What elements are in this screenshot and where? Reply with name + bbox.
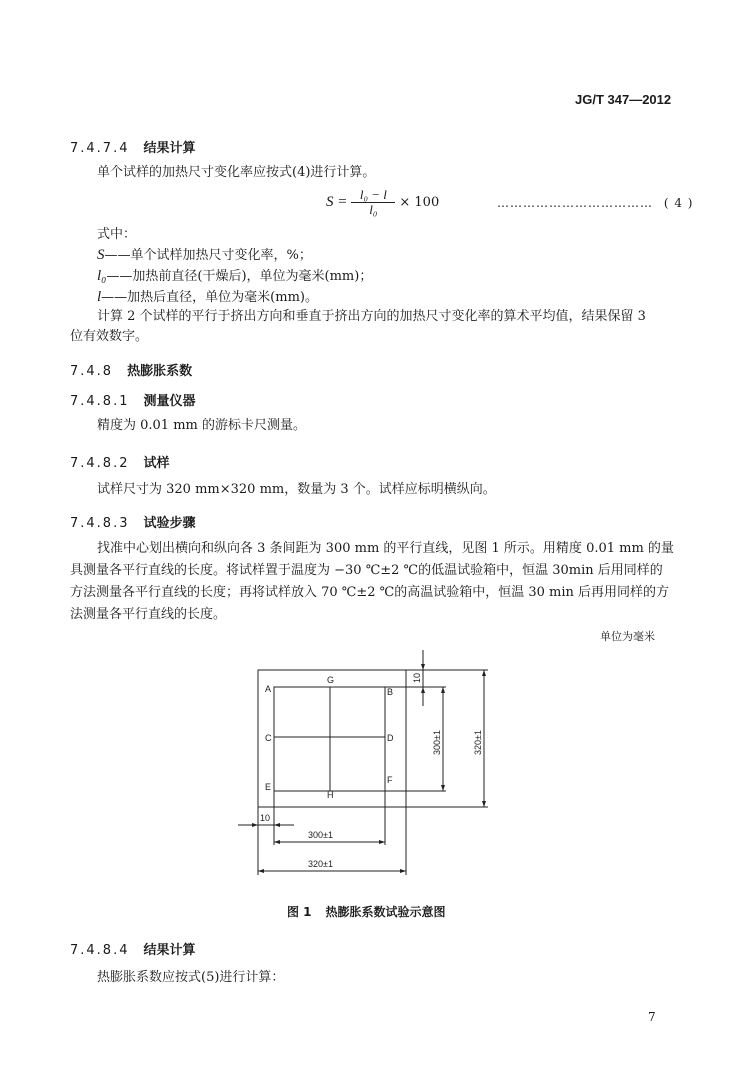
- formula-lhs: S =: [326, 194, 348, 210]
- arrow: [400, 869, 406, 873]
- section-number: 7.4.8: [70, 364, 114, 379]
- def-text: ——加热后直径，单位为毫米(mm)。: [101, 290, 318, 305]
- section-title: 结果计算: [143, 141, 196, 156]
- where-label: 式中：: [97, 227, 137, 242]
- procedure-line-3: 方法测量各平行直线的长度；再将试样放入 70 ℃±2 ℃的高温试验箱中，恒温 30 min 后再用同样的方: [70, 585, 669, 600]
- point-label-c: C: [265, 733, 272, 743]
- arrow: [274, 823, 280, 827]
- figure-caption: [287, 903, 446, 920]
- formula-denominator: l₀: [369, 202, 378, 217]
- section-title: 试样: [143, 456, 170, 471]
- section-title: 结果计算: [143, 943, 196, 958]
- arrow: [421, 664, 425, 670]
- figure-number: 图 1: [287, 905, 312, 919]
- paragraph-average-line2: 位有效数字。: [70, 329, 149, 344]
- def-text: ——加热前直径(干燥后)，单位为毫米(mm)；: [106, 269, 373, 284]
- point-label-a: A: [265, 684, 272, 694]
- dim-text-320-h: 320±1: [308, 859, 333, 869]
- section-number: 7.4.7.4: [70, 141, 130, 156]
- procedure-line-1: 找准中心划出横向和纵向各 3 条间距为 300 mm 的平行直线，见图 1 所示。用精度 0.01 mm 的量: [97, 541, 674, 556]
- section-title: 测量仪器: [143, 394, 196, 409]
- section-number: 7.4.8.2: [70, 456, 130, 471]
- def-symbol: S: [97, 247, 105, 263]
- section-number: 7.4.8.3: [70, 516, 130, 531]
- paragraph-average-line1: 计算 2 个试样的平行于挤出方向和垂直于挤出方向的加热尺寸变化率的算术平均值，结果保留 3: [97, 309, 646, 324]
- point-label-e: E: [265, 782, 272, 792]
- section-number: 7.4.8.1: [70, 394, 130, 409]
- arrow: [258, 869, 264, 873]
- paragraph-formula-5: 热膨胀系数应按式(5)进行计算：: [97, 970, 285, 985]
- page-number: 7: [648, 1010, 656, 1024]
- section-number: 7.4.8.4: [70, 943, 130, 958]
- paragraph-specimen: 试样尺寸为 320 mm×320 mm，数量为 3 个。试样应标明横纵向。: [97, 482, 496, 497]
- dim-text-10-left: 10: [260, 813, 271, 823]
- dim-text-300-v: 300±1: [432, 730, 442, 755]
- arrow: [252, 823, 258, 827]
- arrow: [274, 840, 280, 844]
- leader-dots: ………………………………: [497, 196, 653, 210]
- arrow: [482, 801, 486, 807]
- point-label-h: H: [327, 790, 334, 800]
- equation-number: ( 4 ): [663, 196, 694, 210]
- arrow: [441, 687, 445, 693]
- paragraph-intro: 单个试样的加热尺寸变化率应按式(4)进行计算。: [97, 165, 376, 180]
- section-title: 试验步骤: [143, 516, 196, 531]
- figure-title: 热膨胀系数试验示意图: [325, 905, 446, 919]
- arrow: [379, 840, 385, 844]
- def-text: ——单个试样加热尺寸变化率，%；: [104, 248, 312, 263]
- standard-number: JG/T 347—2012: [575, 92, 672, 107]
- arrow: [441, 785, 445, 791]
- specimen-outline: [258, 670, 406, 807]
- def-symbol: l: [97, 289, 102, 305]
- procedure-line-4: 法测量各平行直线的长度。: [70, 607, 227, 622]
- paragraph-instrument: 精度为 0.01 mm 的游标卡尺测量。: [97, 418, 306, 433]
- heading-7-4-8-4: [70, 939, 196, 958]
- point-label-g: G: [327, 675, 335, 685]
- section-title: 热膨胀系数: [127, 364, 193, 379]
- point-label-f: F: [387, 775, 393, 785]
- dim-text-10-top: 10: [412, 672, 422, 683]
- dim-text-300-h: 300±1: [308, 830, 333, 840]
- dim-text-320-v: 320±1: [473, 730, 483, 755]
- formula-rhs: × 100: [399, 195, 440, 210]
- arrow: [421, 687, 425, 693]
- arrow: [482, 670, 486, 676]
- point-label-b: B: [387, 687, 394, 697]
- formula-numerator: l₀ − l: [359, 187, 387, 202]
- procedure-line-2: 具测量各平行直线的长度。将试样置于温度为 −30 ℃±2 ℃的低温试验箱中，恒温 30min 后用同样的: [70, 563, 663, 578]
- point-label-d: D: [387, 733, 394, 743]
- unit-note: 单位为毫米: [600, 630, 655, 643]
- def-symbol: l₀: [97, 268, 107, 284]
